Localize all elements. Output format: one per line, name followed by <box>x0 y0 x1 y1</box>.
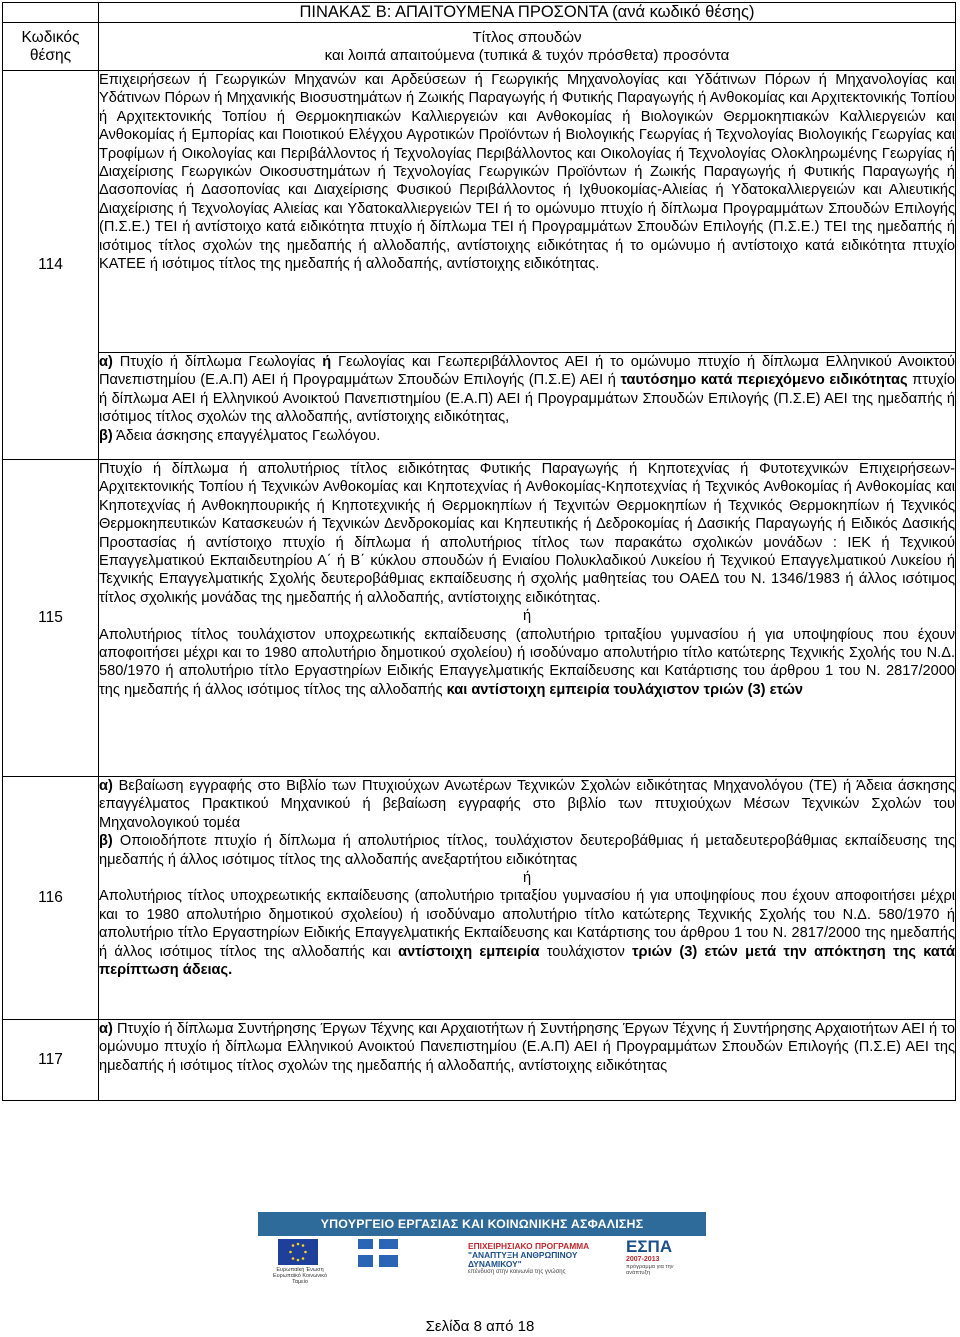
row-116-b-text: Οποιοδήποτε πτυχίο ή δίπλωμα ή απολυτήριος τίτλος, τουλάχιστον δευτεροβάθμιας ή μεταδευτεροβάθμιας εκπαίδευσης της ημεδαπής ή άλλος ισότιμος τίτλος της αλλοδαπής ανεξαρτήτου ειδικότητας <box>99 833 955 868</box>
row-115-text <box>99 460 956 777</box>
title-corner-cell <box>3 3 99 23</box>
qualifications-table <box>2 2 956 1101</box>
code-header-line-2: θέσης <box>29 46 72 64</box>
row-117-a-text: Πτυχίο ή δίπλωμα Συντήρησης Έργων Τέχνης και Αρχαιοτήτων ή Συντήρησης Έργων Τέχνης ή Συντήρησης Αρχαιοτήτων ΑΕΙ ή το ομώνυμο πτυχίο ή δίπλωμα Ελληνικού Ανοικτού Πανεπιστημίου (Ε.Α.Π) ΑΕΙ ή Προγραμμάτων Σπουδών Επιλογής (Π.Σ.Ε) ΑΕΙ της ημεδαπής ή ισότιμος τίτλος σχολών της ημεδαπής ή αλλοδαπής, αντίστοιχης ειδικότητας <box>99 1021 955 1074</box>
row-116-bold-1: αντίστοιχη εμπειρία <box>398 943 540 960</box>
row-114-text-part2 <box>99 353 956 460</box>
table-row-114-cont <box>3 353 956 460</box>
row-115-paragraph-2: Απολυτήριος τίτλος τουλάχιστον υποχρεωτικής εκπαίδευσης (απολυτήριο τριταξίου γυμνασίου ή για υποψηφίους που έχουν αποφοιτήσει μέχρι και το 1980 απολυτήριο δημοτικού σχολείου) ή ισοδύναμο απολυτήριο τίτλο κατώτερης Τεχνικής Σχολής του Ν.Δ. 580/1970 ή απολυτήριο τίτλο Εργαστηρίων Ειδικής Επαγγελματικής Εκπαίδευσης και Κατάρτισης του άρθρου 1 του Ν. 2817/2000 της ημεδαπής ή άλλος ισότιμος τίτλος της αλλοδαπής <box>99 626 955 698</box>
row-code: 117 <box>3 1020 99 1101</box>
table-row-116 <box>3 777 956 1020</box>
page-number: Σελίδα 8 από 18 <box>425 1318 535 1335</box>
ep-line-2: "ΑΝΑΠΤΥΞΗ ΑΝΘΡΩΠΙΝΟΥ ΔΥΝΑΜΙΚΟΥ" <box>468 1250 578 1269</box>
row-114-text-part1 <box>99 71 956 353</box>
espa-years: 2007-2013 <box>626 1256 660 1263</box>
row-114-b-label: β) <box>99 427 113 444</box>
code-header-line-1: Κωδικός <box>21 28 80 46</box>
row-115-paragraph-1: Πτυχίο ή δίπλωμα ή απολυτήριος τίτλος ειδικότητας Φυτικής Παραγωγής ή Κηποτεχνίας ή Φυτοτεχνικών Επιχειρήσεων- Αρχιτεκτονικής Τοπίου ή Τεχνικών Ανθοκομίας και Κηποτεχνίας ή Ανθοκομίας-Κηποτεχνίας ή Τεχνικός Ανθοκομίας ή Ανθοκομίας και Κηποτεχνίας ή Ανθοκηπουρικής ή Κηποτεχνικής ή Θερμοκηπίων ή Τεχνιτών Θερμοκηπίων ή Τεχνικός Θερμοκηπίων ή Τεχνικός Θερμοκηπευτικών Κατασκευών ή Τεχνικών Δενδροκομίας και Κηπευτικής ή Δεδροκομίας ή Δασικής Παραγωγής ή Ειδικός Δασικής Προστασίας ή αντίστοιχο πτυχίο ή δίπλωμα ή απολυτήριος τίτλος των παρακάτω σχολικών μονάδων : ΙΕΚ ή Τεχνικού Επαγγελματικού Εκπαιδευτηρίου Α΄ ή Β΄ κύκλου σπουδών ή Ενιαίου Πολυκλαδικού Λυκείου ή Τεχνικού Επαγγελματικού Λυκείου ή Τεχνικής Επαγγελματικής Σχολής δευτεροβάθμιας εκπαίδευσης ή σχολής μαθητείας του ΟΑΕΔ του Ν. 1346/1983 ή άλλος ισότιμος τίτλος σχολικής μονάδας της ημεδαπής ή αλλοδαπής, αντίστοιχης ειδικότητας. <box>99 461 955 606</box>
row-116-or: ή <box>522 870 532 887</box>
table-row-115 <box>3 460 956 777</box>
table-title: ΠΙΝΑΚΑΣ Β: ΑΠΑΙΤΟΥΜΕΝΑ ΠΡΟΣΟΝΤΑ (ανά κωδικό θέσης) <box>99 3 956 23</box>
row-114-a-bold-2: ταυτόσημο κατά περιεχόμενο ειδικότητας <box>620 372 908 389</box>
row-116-bold-2: τριών (3) ετών μετά την απόκτηση της κατά περίπτωση άδειας. <box>99 943 955 979</box>
title-header-line-1: Τίτλος σπουδών <box>472 28 582 46</box>
row-114-a-text-3: πτυχίο ή δίπλωμα ΑΕΙ ή Ελληνικού Ανοικτού Πανεπιστημίου (Ε.Α.Π) ΑΕΙ ή Προγραμμάτων Σπουδών Επιλογής (Π.Σ.Ε) ΑΕΙ της ημεδαπής ή ισότιμος τίτλος σχολών της αλλοδαπής, αντίστοιχης ειδικότητας, <box>99 372 955 426</box>
logos-strip <box>258 1236 706 1285</box>
row-117-a-label: α) <box>99 1021 113 1037</box>
row-code: 115 <box>3 460 99 777</box>
operational-programme-logo <box>468 1241 618 1275</box>
ep-line-1: ΕΠΙΧΕΙΡΗΣΙΑΚΟ ΠΡΟΓΡΑΜΜΑ <box>468 1241 590 1251</box>
table-row-114 <box>3 71 956 353</box>
code-column-header <box>3 23 99 71</box>
row-code: 116 <box>3 777 99 1020</box>
eu-flag-icon <box>278 1239 318 1265</box>
row-117-text <box>99 1020 956 1101</box>
table-title-row <box>3 3 956 23</box>
row-116-mid: τουλάχιστον <box>546 943 625 960</box>
table-header-row <box>3 23 956 71</box>
row-115-or: ή <box>522 608 532 625</box>
espa-logo <box>626 1238 696 1276</box>
row-115-paragraph-2-bold: και αντίστοιχη εμπειρία τουλάχιστον τριών (3) ετών <box>446 681 804 698</box>
row-116-a-text: Βεβαίωση εγγραφής στο Βιβλίο των Πτυχιούχων Ανωτέρων Τεχνικών Σχολών ειδικότητας Μηχανολόγου (ΤΕ) ή Άδεια άσκησης επαγγέλματος Πρακτικού Μηχανικού ή βεβαίωση εγγραφής στο βιβλίο των πτυχιούχων Μέσων Τεχνικών Σχολών του Μηχανολογικού τομέα <box>99 778 955 831</box>
row-116-b-label: β) <box>99 833 113 850</box>
row-116-a-label: α) <box>99 778 113 794</box>
row-116-paragraph-2: Απολυτήριος τίτλος υποχρεωτικής εκπαίδευσης (απολυτήριο τριταξίου γυμνασίου ή για υποψηφίους που έχουν αποφοιτήσει μέχρι και το 1980 απολυτήριο δημοτικού σχολείου) ή ισοδύναμο απολυτήριο τίτλο κατώτερης Τεχνικής Σχολής του Ν.Δ. 580/1970 ή απολυτήριο τίτλο Εργαστηρίων Ειδικής Επαγγελματικής Εκπαίδευσης και Κατάρτισης του άρθρου 1 του Ν. 2817/2000 της ημεδαπής ή άλλος ισότιμος τίτλος της αλλοδαπής και <box>99 888 955 960</box>
greek-flag-icon <box>358 1239 398 1267</box>
row-114-a-bold-or: ή <box>322 354 332 370</box>
funding-banner <box>258 1212 706 1285</box>
espa-title: ΕΣΠΑ <box>626 1237 673 1256</box>
ep-line-3: επένδυση στην κοινωνία της γνώσης <box>468 1269 566 1275</box>
row-114-a-text-1: Πτυχίο ή δίπλωμα Γεωλογίας <box>119 354 316 370</box>
eu-caption: Ευρωπαϊκή Ένωση Ευρωπαϊκό Κοινωνικό Ταμείο <box>272 1267 328 1285</box>
row-114-a-text-2: Γεωλογίας και Γεωπεριβάλλοντος ΑΕΙ ή το ομώνυμο πτυχίο ή δίπλωμα Ελληνικού Ανοικτού Πανεπιστημίου (Ε.Α.Π) ΑΕΙ ή Προγραμμάτων Σπουδών Επιλογής (Π.Σ.Ε) ΑΕΙ ή <box>99 354 956 389</box>
row-114-a-label: α) <box>99 354 113 370</box>
row-116-text <box>99 777 956 1020</box>
table-row-117 <box>3 1020 956 1101</box>
ministry-title: ΥΠΟΥΡΓΕΙΟ ΕΡΓΑΣΙΑΣ ΚΑΙ ΚΟΙΝΩΝΙΚΗΣ ΑΣΦΑΛΙΣΗΣ <box>258 1212 706 1236</box>
title-column-header <box>99 23 956 71</box>
row-114-paragraph: Επιχειρήσεων ή Γεωργικών Μηχανών και Αρδεύσεων ή Γεωργικής Μηχανολογίας και Υδάτινων Πόρων ή Μηχανολογίας και Υδάτινων Πόρων ή Μηχανικής Βιοσυστημάτων ή Ζωικής Παραγωγής ή Φυτικής Παραγωγής ή Ανθοκομίας και Αρχιτεκτονικής Τοπίου ή Αρχιτεκτονικής Τοπίου ή Θερμοκηπιακών Καλλιεργειών και Ανθοκομίας ή Βιολογικών Θερμοκηπιακών Καλλιεργειών και Ανθοκομίας ή Εμπορίας και Ποιοτικού Ελέγχου Αγροτικών Προϊόντων ή Βιολογικής Γεωργίας ή Τεχνολογίας Βιολογικής Γεωργίας και Τροφίμων ή Οικολογίας και Περιβάλλοντος ή Τεχνολογίας Περιβάλλοντος και Οικολογίας ή Τεχνολογίας Ολοκληρωμένης Γεωργίας ή Διαχείρισης Γεωργικών Οικοσυστημάτων ή Τεχνολογίας Γεωργικών Προϊόντων ή Ζωικής Παραγωγής ή Φυτικής Παραγωγής ή Δασοπονίας ή Δασοπονίας και Διαχείρισης Φυσικού Περιβάλλοντος ή Ιχθυοκομίας-Αλιείας ή Υδατοκαλλιεργειών και Αλιευτικής Διαχείρισης ή Τεχνολογίας Αλιείας και Υδατοκαλλιεργειών ΤΕΙ ή το ομώνυμο πτυχίο ή δίπλωμα Προγραμμάτων Σπουδών Επιλογής (Π.Σ.Ε.) ΤΕΙ ή αντίστοιχο κατά ειδικότητα πτυχίο ή δίπλωμα ΤΕΙ ή Προγραμμάτων Σπουδών Επιλογής (Π.Σ.Ε.) ΤΕΙ της ημεδαπής ή ισότιμος τίτλος σχολών της ημεδαπής ή αλλοδαπής, αντίστοιχης ειδικότητας ή το ομώνυμο ή αντίστοιχο κατά ειδικότητα πτυχίο ΚΑΤΕΕ ή ισότιμος τίτλος της ημεδαπής ή αλλοδαπής, αντίστοιχης ειδικότητας. <box>99 72 955 273</box>
row-code: 114 <box>3 71 99 460</box>
espa-subtitle: πρόγραμμα για την ανάπτυξη <box>626 1264 674 1276</box>
title-header-line-2: και λοιπά απαιτούμενα (τυπικά & τυχόν πρόσθετα) προσόντα <box>324 46 730 64</box>
row-114-b-text: Άδεια άσκησης επαγγέλματος Γεωλόγου. <box>116 427 381 444</box>
